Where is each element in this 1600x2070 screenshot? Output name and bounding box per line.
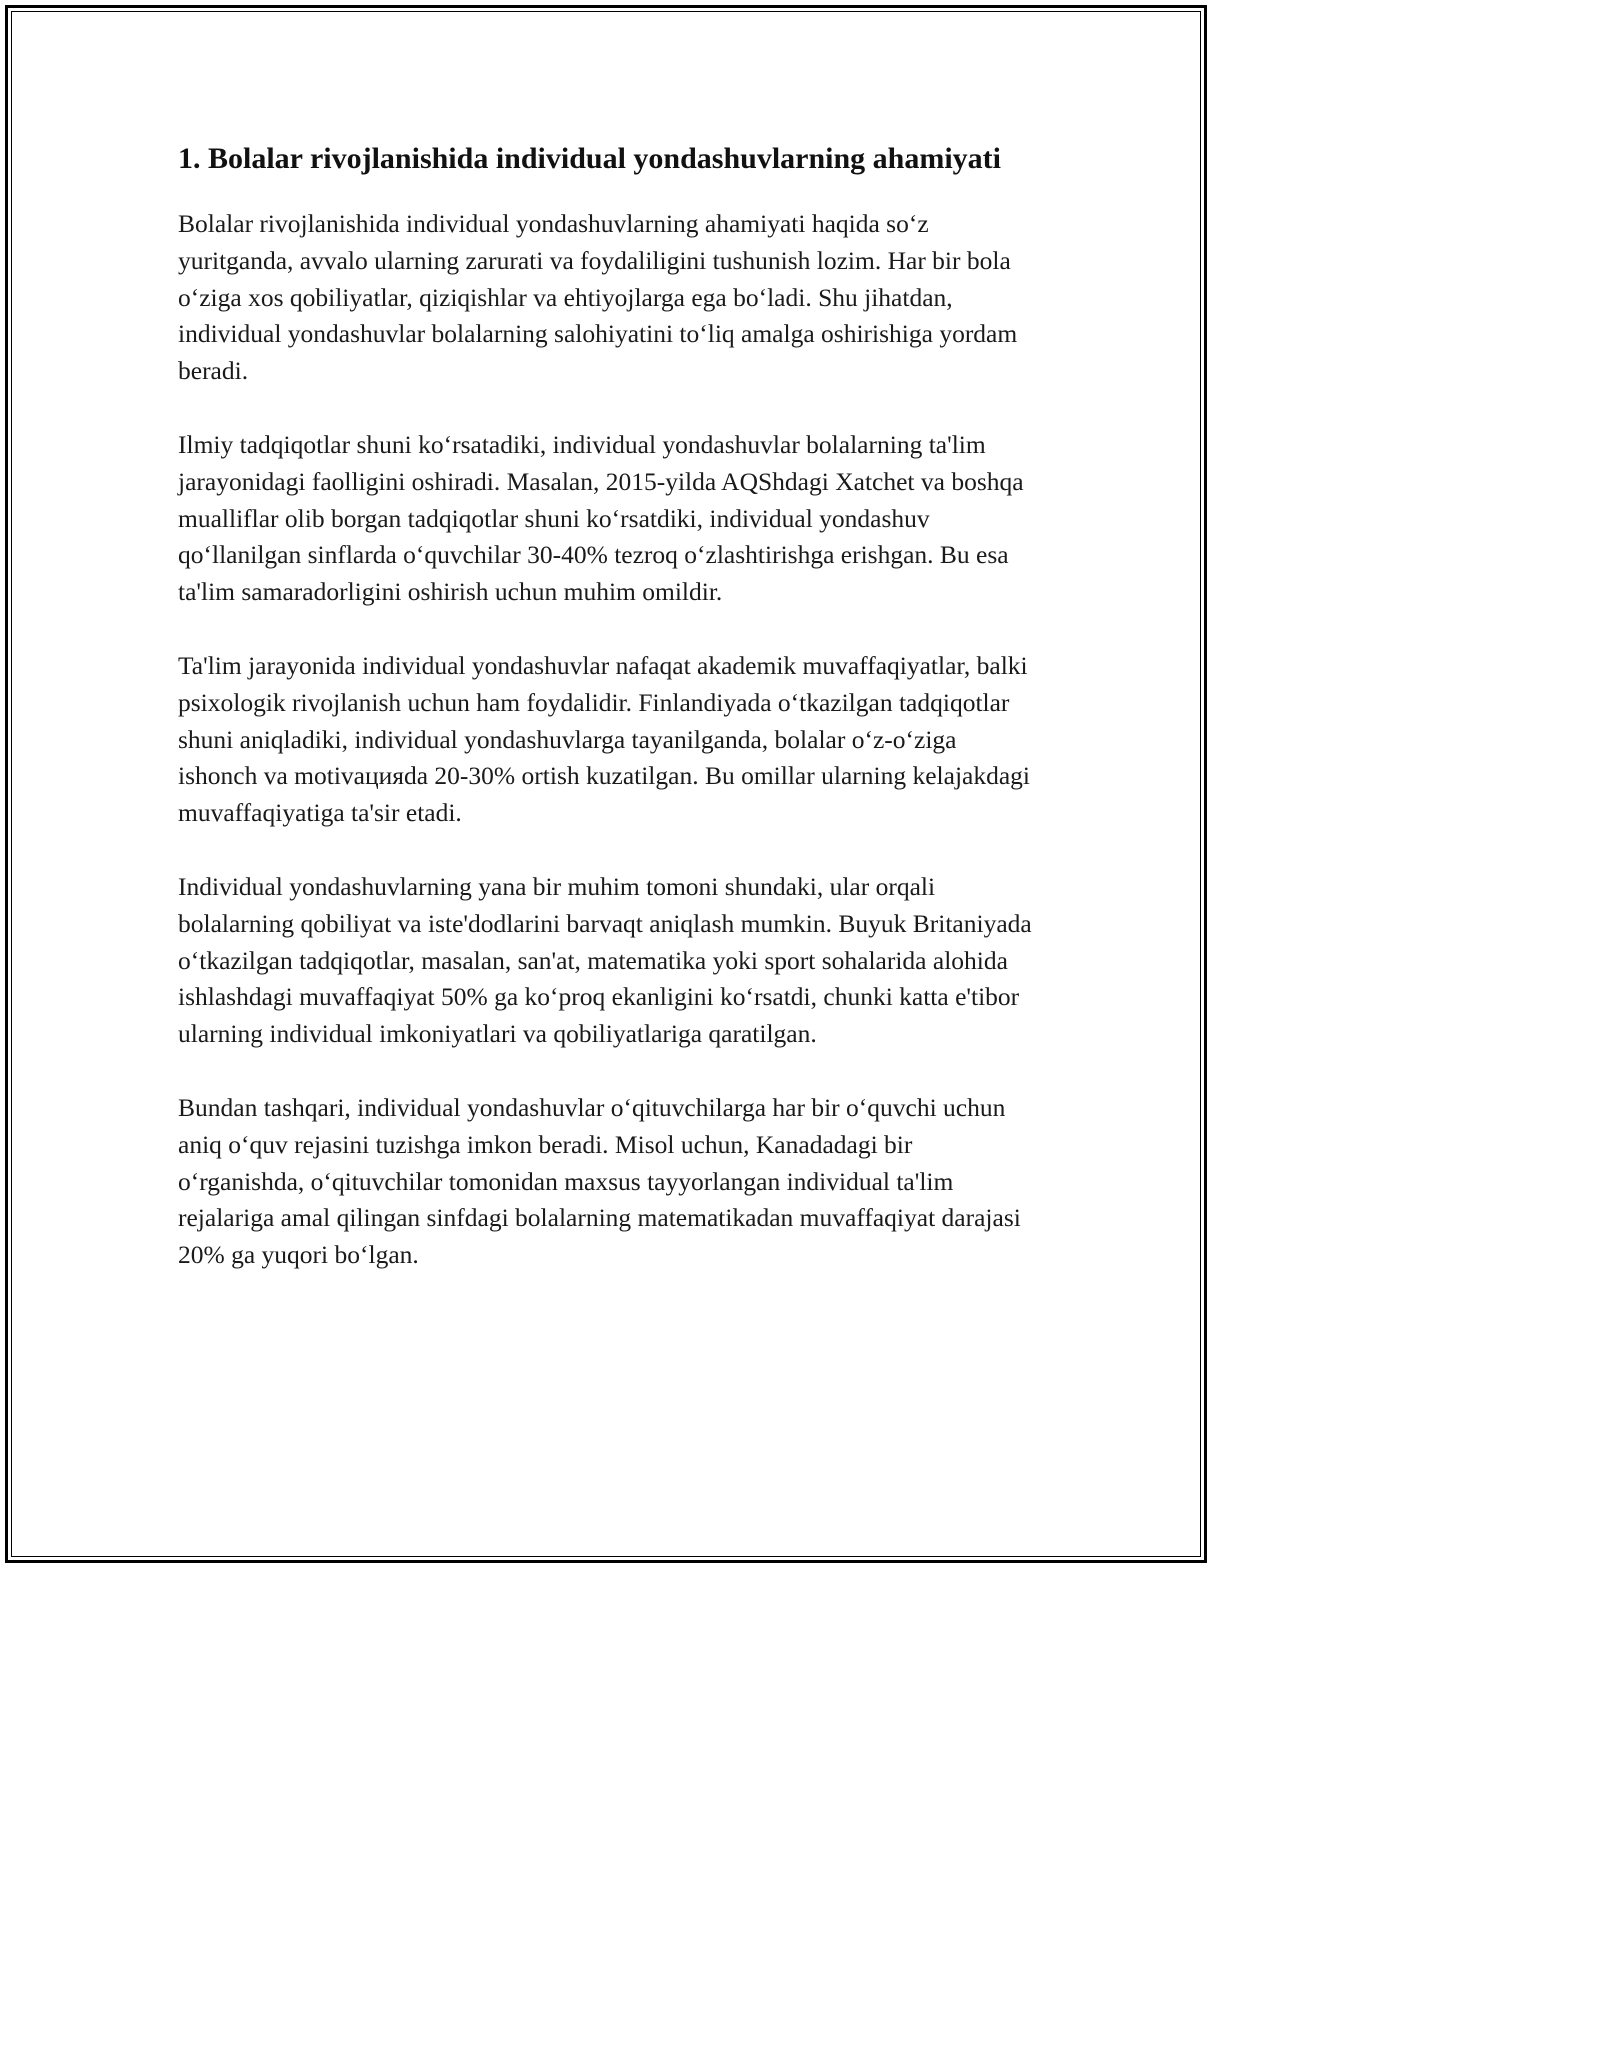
paragraph-1: Bolalar rivojlanishida individual yondashuvlarning ahamiyati haqida so‘z yuritganda, avvalo ularning zarurati va foydaliligini tushunish lozim. Har bir bola o‘ziga xos qobiliyatlar, qiziqishlar va ehtiyojlarga ega bo‘ladi. Shu jihatdan, individual yondashuvlar bolalarning salohiyatini to‘liq amalga oshirishiga yordam beradi. — [178, 209, 1018, 386]
paragraph-5: Bundan tashqari, individual yondashuvlar o‘qituvchilarga har bir o‘quvchi uchun aniq o‘quv rejasini tuzishga imkon beradi. Misol uchun, Kanadadagi bir o‘rganishda, o‘qituvchilar tomonidan maxsus tayyorlangan individual ta'lim rejalariga amal qilingan sinfdagi bolalarning matematikadan muvaffaqiyat darajasi 20% ga yuqori bo‘lgan. — [178, 1092, 1021, 1270]
document-body — [178, 138, 1038, 1311]
paragraph-2: Ilmiy tadqiqotlar shuni ko‘rsatadiki, individual yondashuvlar bolalarning ta'lim jarayonidagi faolligini oshiradi. Masalan, 2015-yilda AQShdagi Xatchet va boshqa mualliflar olib borgan tadqiqotlar shuni ko‘rsatdiki, individual yondashuv qo‘llanilgan sinflarda o‘quvchilar 30-40% tezroq o‘zlashtirishga erishgan. Bu esa ta'lim samaradorligini oshirish uchun muhim omildir. — [178, 429, 1024, 607]
paragraph-4: Individual yondashuvlarning yana bir muhim tomoni shundaki, ular orqali bolalarning qobiliyat va iste'dodlarini barvaqt aniqlash mumkin. Buyuk Britaniyada o‘tkazilgan tadqiqotlar, masalan, san'at, matematika yoki sport sohalarida alohida ishlashdagi muvaffaqiyat 50% ga ko‘proq ekanligini ko‘rsatdi, chunki katta e'tibor ularning individual imkoniyatlari va qobiliyatlariga qaratilgan. — [178, 871, 1032, 1049]
paragraph-3: Ta'lim jarayonida individual yondashuvlar nafaqat akademik muvaffaqiyatlar, balki psixologik rivojlanish uchun ham foydalidir. Finlandiyada o‘tkazilgan tadqiqotlar shuni aniqladiki, individual yondashuvlarga tayanilganda, bolalar o‘z-o‘ziga ishonch va motivацияda 20-30% ortish kuzatilgan. Bu omillar ularning kelajakdagi muvaffaqiyatiga ta'sir etadi. — [178, 650, 1030, 828]
section-title: 1. Bolalar rivojlanishida individual yondashuvlarning ahamiyati — [178, 142, 1002, 175]
